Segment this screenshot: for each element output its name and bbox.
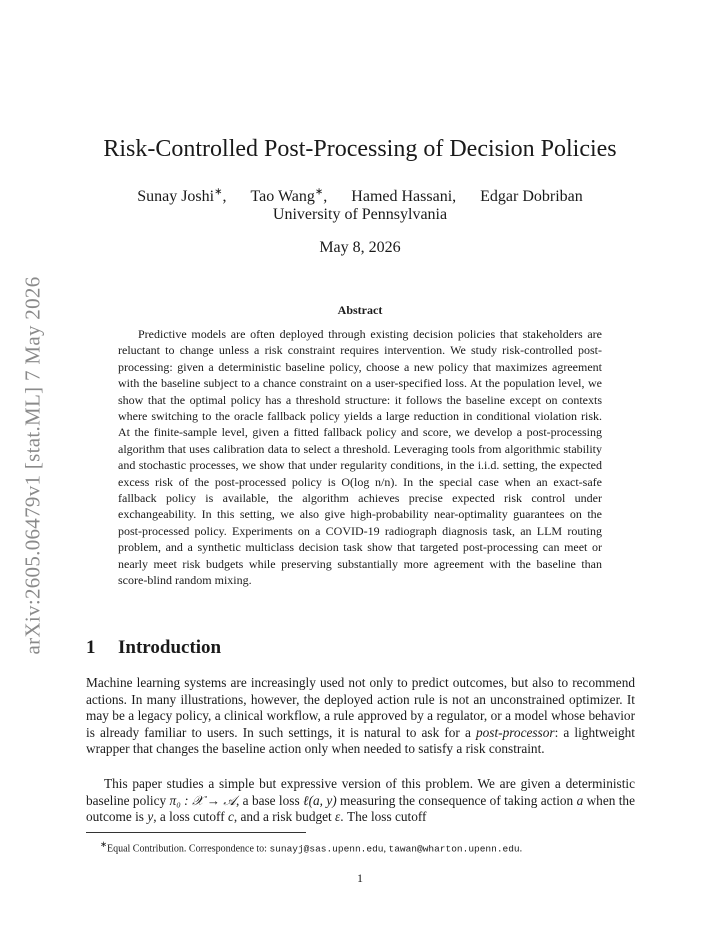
affiliation: University of Pennsylvania	[272, 206, 448, 223]
intro-paragraph-1: Machine learning systems are increasingly used not only to predict outcomes, but also to recommend actions. In many illustrations, however, the deployed action rule is not an unconstrained optimizer. It may be a legacy policy, a clinical workflow, a rule approved by a regulator, or a model whose behavior is already familiar to users. In such settings, it is natural to ask for a post-processor: a lightweight wrapper that changes the baseline action only when needed to satisfy a risk constraint.	[86, 675, 635, 757]
section-number: 1	[86, 637, 96, 658]
math-action: a	[576, 792, 584, 808]
intro-paragraph-2: This paper studies a simple but expressive version of this problem. We are given a deterministic baseline policy π₀ : 𝒳 → 𝒜, a base loss ℓ(a, y) measuring the consequence of taking action a when the outcome is y, a loss cutoff c, and a risk budget ε. The loss cutoff	[86, 776, 635, 825]
math-baseline-policy: π₀ : 𝒳 → 𝒜	[169, 792, 236, 808]
footnote: ∗Equal Contribution. Correspondence to: sunayj@sas.upenn.edu, tawan@wharton.upenn.edu.	[100, 840, 523, 855]
author: Edgar Dobriban	[480, 188, 583, 206]
emphasis-term: post-processor	[476, 724, 555, 740]
abstract-text: Predictive models are often deployed through existing decision policies that stakeholders are reluctant to change unless a risk constraint requires intervention. We study risk-controlled post-processing: given a deterministic baseline policy, choose a new policy that maximizes agreement with the baseline subject to a chance constraint on a user-specified loss. At the population level, we show that the optimal policy has a threshold structure: it follows the baseline except on contexts where switching to the oracle fallback policy yields a large reduction in conditional violation risk. At the finite-sample level, given a fitted fallback policy and score, we develop a post-processing algorithm that uses calibration data to select a threshold. Leveraging tools from algorithmic stability and stochastic processes, we show that under regularity conditions, in the i.i.d. setting, the expected excess risk of the post-processed policy is O(log n/n). In the special case when an exact-safe fallback policy is available, the algorithm achieves precise expected risk control under exchangeability. In this setting, we also give high-probability near-optimality guarantees on the post-processed policy. Experiments on a COVID-19 radiograph diagnosis task, an LLM routing problem, and a synthetic multiclass decision task show that targeted post-processing can meet or nearly meet risk budgets while preserving substantially more agreement with the baseline than score-blind random mixing.	[118, 327, 602, 588]
section-title: Introduction	[118, 637, 222, 658]
page-number: 1	[357, 871, 363, 885]
paper-date: May 8, 2026	[319, 239, 401, 256]
paper-title: Risk-Controlled Post-Processing of Decision Policies	[103, 136, 617, 162]
math-cutoff: c	[227, 809, 234, 825]
footnote-rule	[86, 832, 306, 833]
author-footnote-mark: ∗	[314, 187, 324, 198]
author: Tao Wang∗,	[250, 187, 328, 206]
math-loss: ℓ(a, y)	[303, 792, 337, 808]
arxiv-identifier-text: arXiv:2605.06479v1 [stat.ML] 7 May 2026	[20, 276, 45, 654]
arxiv-identifier-stamp	[18, 255, 48, 675]
author-footnote-mark: ∗	[214, 187, 223, 198]
section-heading	[86, 636, 646, 660]
author: Sunay Joshi∗,	[137, 187, 227, 206]
math-outcome: y	[147, 809, 154, 825]
footnote-mark: ∗	[100, 840, 107, 849]
email-link[interactable]: tawan@wharton.upenn.edu	[388, 843, 520, 855]
email-link[interactable]: sunayj@sas.upenn.edu	[269, 843, 384, 855]
math-budget: ε	[335, 809, 341, 825]
author: Hamed Hassani,	[351, 188, 457, 206]
abstract-heading: Abstract	[337, 303, 383, 317]
